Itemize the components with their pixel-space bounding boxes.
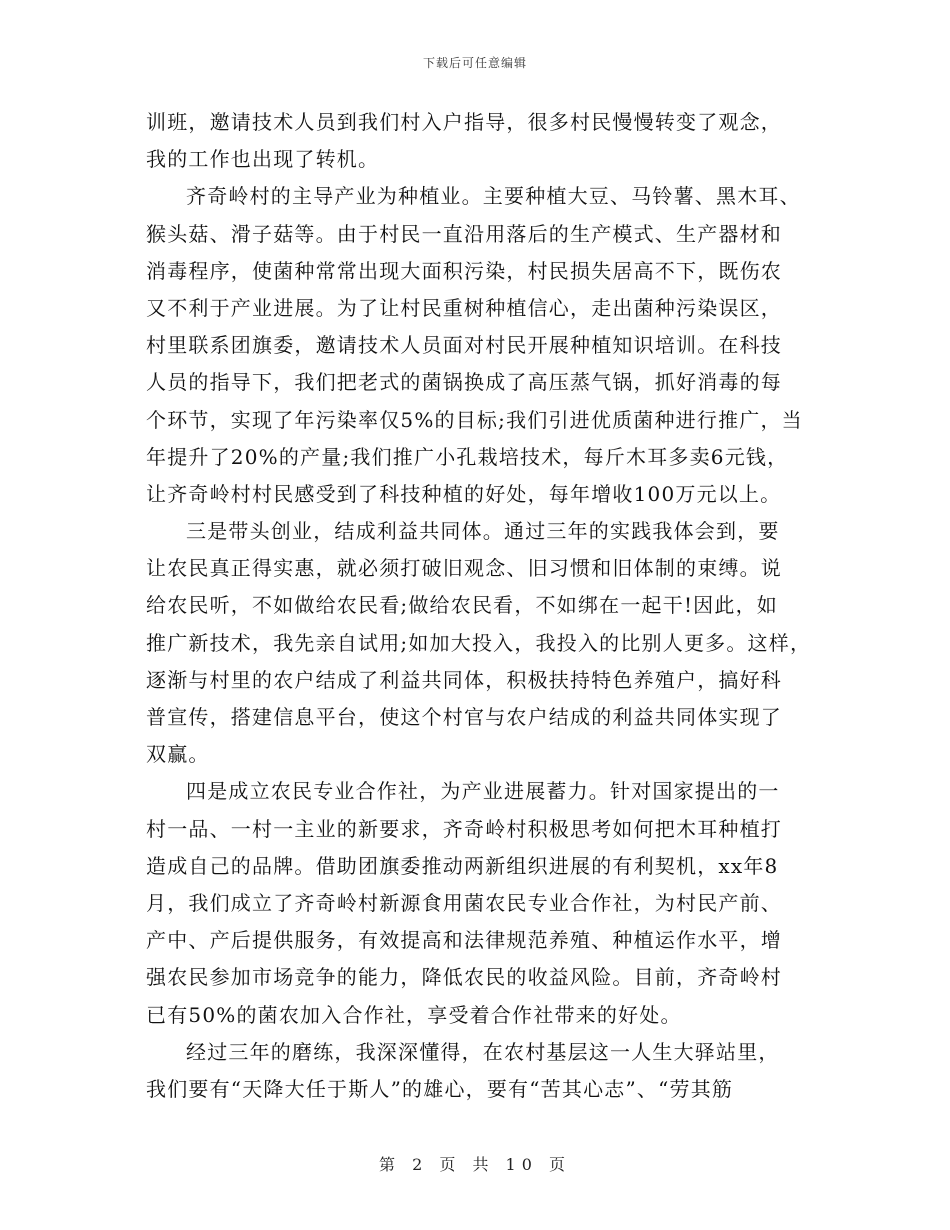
- text-line: 普宣传，搭建信息平台，使这个村官与农户结成的利益共同体实现了: [146, 705, 782, 729]
- text-line: 强农民参加市场竞争的能力，降低农民的收益风险。目前，齐奇岭村: [146, 965, 782, 990]
- text-line: 又不利于产业进展。为了让村民重树种植信心，走出菌种污染误区，: [146, 295, 782, 320]
- page-header: 下载后可任意编辑: [422, 56, 527, 70]
- text-line: 四是成立农民专业合作社，为产业进展蓄力。针对国家提出的一: [186, 779, 780, 804]
- text-line: 逐渐与村里的农户结成了利益共同体，积极扶持特色养殖户，搞好科: [146, 667, 782, 692]
- text-line: 让农民真正得实惠，就必须打破旧观念、旧习惯和旧体制的束缚。说: [146, 556, 782, 581]
- text-line: 给农民听，不如做给农民看;做给农民看，不如绑在一起干!因此，如: [146, 593, 778, 618]
- text-line: 经过三年的磨练，我深深懂得，在农村基层这一人生大驿站里，: [186, 1039, 780, 1064]
- text-line: 推广新技术，我先亲自试用;如加大投入，我投入的比别人更多。这样，: [146, 630, 812, 655]
- text-line: 双赢。: [146, 742, 210, 767]
- text-line: 我的工作也出现了转机。: [146, 147, 380, 172]
- text-line: 造成自己的品牌。借助团旗委推动两新组织进展的有利契机，xx年8: [146, 853, 779, 878]
- text-line: 齐奇岭村的主导产业为种植业。主要种植大豆、马铃薯、黑木耳、: [186, 184, 801, 209]
- text-line: 三是带头创业，结成利益共同体。通过三年的实践我体会到，要: [186, 519, 780, 544]
- page-number: 第 2 页 共 10 页: [379, 1155, 571, 1174]
- text-line: 消毒程序，使菌种常常出现大面积污染，村民损失居高不下，既伤农: [146, 258, 782, 283]
- text-line: 我们要有“天降大任于斯人”的雄心，要有“苦其心志”、“劳其筋: [146, 1076, 734, 1101]
- text-line: 月，我们成立了齐奇岭村新源食用菌农民专业合作社，为村民产前、: [146, 890, 782, 915]
- document-body: [146, 104, 812, 1108]
- text-line: 个环节，实现了年污染率仅5%的目标;我们引进优质菌种进行推广，当: [146, 407, 803, 432]
- text-line: 产中、产后提供服务，有效提高和法律规范养殖、种植运作水平，增: [146, 928, 782, 953]
- text-line: 村一品、一村一主业的新要求，齐奇岭村积极思考如何把木耳种植打: [146, 816, 782, 841]
- text-line: 村里联系团旗委，邀请技术人员面对村民开展种植知识培训。在科技: [146, 333, 782, 358]
- text-line: 已有50%的菌农加入合作社，享受着合作社带来的好处。: [146, 1002, 682, 1027]
- text-line: 训班，邀请技术人员到我们村入户指导，很多村民慢慢转变了观念，: [146, 110, 782, 134]
- text-line: 年提升了20%的产量;我们推广小孔栽培技术，每斤木耳多卖6元钱，: [146, 444, 789, 469]
- text-line: 让齐奇岭村村民感受到了科技种植的好处，每年增收100万元以上。: [146, 481, 782, 506]
- text-line: 猴头菇、滑子菇等。由于村民一直沿用落后的生产模式、生产器材和: [146, 221, 782, 246]
- text-line: 人员的指导下，我们把老式的菌锅换成了高压蒸气锅，抓好消毒的每: [146, 370, 782, 395]
